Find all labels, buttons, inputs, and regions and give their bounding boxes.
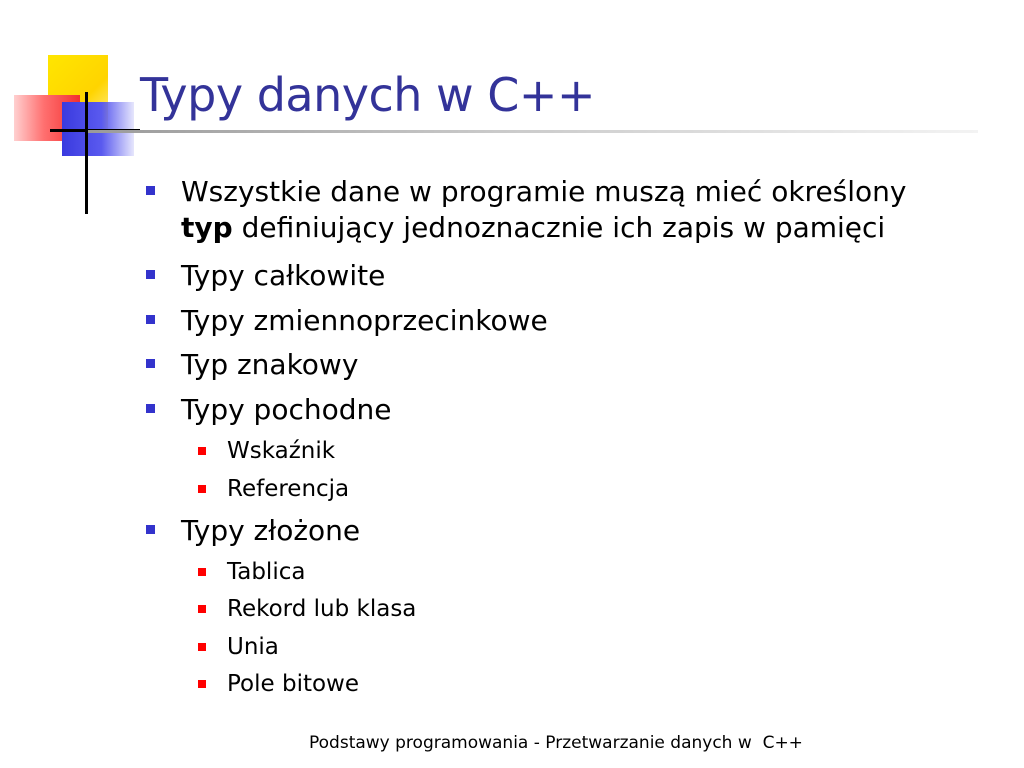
bullet-text: Typ znakowy	[181, 348, 359, 381]
sub-bullet-item	[227, 557, 305, 587]
sub-bullet-square-icon	[198, 447, 206, 455]
bullet-text: Typy zmiennoprzecinkowe	[181, 304, 548, 337]
sub-bullet-text: Rekord lub klasa	[227, 596, 417, 622]
sub-bullet-text: Tablica	[227, 559, 306, 585]
bullet-item	[181, 258, 385, 294]
bullet-item	[181, 392, 391, 428]
sub-bullet-square-icon	[198, 568, 206, 576]
sub-bullet-text: Wskaźnik	[227, 438, 336, 464]
sub-bullet-item	[227, 669, 359, 699]
bullet-square-icon	[146, 359, 155, 368]
bullet-text: Typy złożone	[181, 514, 361, 547]
bullet-square-icon	[146, 186, 155, 195]
bullet-text: Typy całkowite	[181, 259, 386, 292]
bullet-item	[181, 303, 548, 339]
bullet-text: Wszystkie dane w programie muszą mieć określony	[181, 175, 907, 208]
slide-footer: Podstawy programowania - Przetwarzanie danych w C++	[309, 733, 803, 753]
bullet-square-icon	[146, 315, 155, 324]
slide-logo	[0, 0, 140, 220]
sub-bullet-text: Pole bitowe	[227, 671, 360, 697]
sub-bullet-square-icon	[198, 680, 206, 688]
bullet-item	[181, 513, 360, 549]
bullet-text: definiujący jednoznacznie ich zapis w pamięci	[232, 211, 886, 244]
bullet-bold-term: typ	[181, 211, 233, 244]
bullet-square-icon	[146, 270, 155, 279]
sub-bullet-item	[227, 474, 349, 504]
sub-bullet-item	[227, 436, 335, 466]
sub-bullet-square-icon	[198, 605, 206, 613]
title-underline	[88, 130, 978, 133]
sub-bullet-item	[227, 594, 416, 624]
bullet-item	[181, 347, 358, 383]
sub-bullet-item	[227, 632, 279, 662]
sub-bullet-square-icon	[198, 485, 206, 493]
sub-bullet-square-icon	[198, 643, 206, 651]
sub-bullet-text: Unia	[227, 634, 279, 660]
logo-vertical-line	[85, 92, 88, 214]
bullet-item	[181, 174, 906, 246]
slide-title: Typy danych w C++	[140, 68, 595, 122]
bullet-square-icon	[146, 404, 155, 413]
bullet-text: Typy pochodne	[181, 393, 392, 426]
bullet-square-icon	[146, 525, 155, 534]
sub-bullet-text: Referencja	[227, 476, 350, 502]
